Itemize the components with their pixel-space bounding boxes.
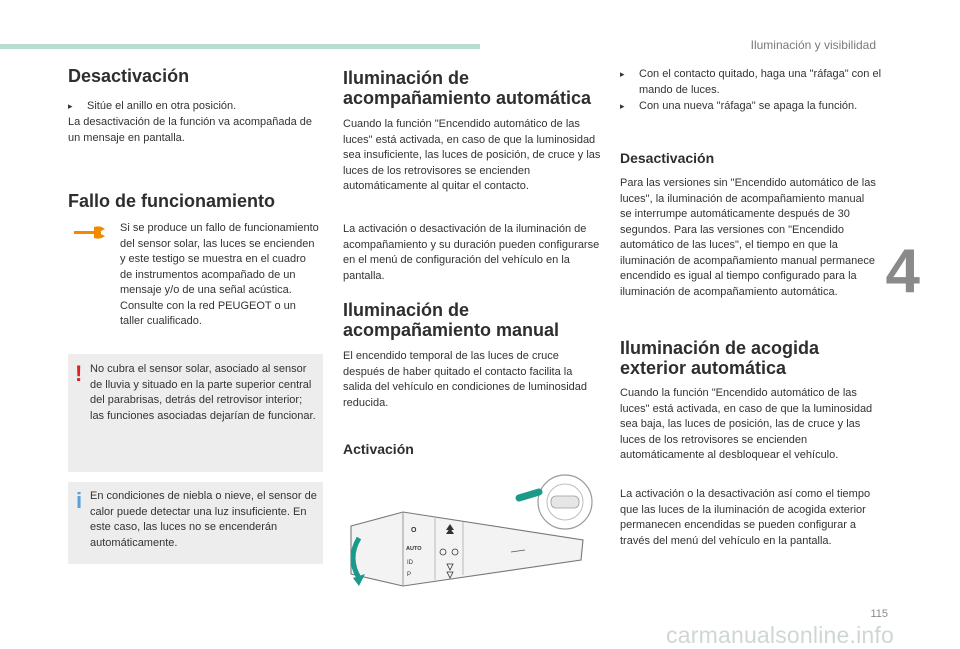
stalk-auto-label: AUTO (406, 546, 422, 552)
chapter-number: 4 (885, 237, 920, 306)
page-number: 115 (870, 608, 888, 620)
malfunction-text: Si se produce un fallo de funcionamiento del sensor solar, las luces se encienden y este testigo se muestra en el cuadro de instrumentos acompañado de un mensaje y/o de una señal acústica. Consulte con la red PEUGEOT o un taller cualificado. (120, 222, 319, 327)
malfunction-heading: Fallo de funcionamiento (68, 191, 276, 211)
warning-icon: ! (75, 361, 83, 386)
warning-note (68, 354, 323, 472)
stalk-dipped-label: ID (407, 560, 413, 566)
info-note (68, 482, 323, 564)
bullet-arrow-icon: ▸ (620, 101, 625, 111)
manual-follow-heading: Iluminación de acompañamiento manual (343, 300, 560, 340)
stalk-off-label: O (411, 527, 417, 534)
auto-follow-heading: Iluminación de acompañamiento automática (343, 68, 592, 108)
deactivation-heading-2: Desactivación (620, 150, 715, 166)
welcome-text-1: Cuando la función "Encendido automático de las luces" está activada, en caso de que la luminosidad sea baja, las luces de posición, las de cruce y las luces de los retrovisores se encienden automáticamente al desbloquear el vehículo. (620, 387, 873, 461)
welcome-heading: Iluminación de acogida exterior automática (620, 338, 820, 378)
warning-text: No cubra el sensor solar, asociado al sensor de lluvia y situado en la parte superior central del parabrisas, detrás del retrovisor interior; las funciones asociadas dejarían de funcionar. (90, 363, 316, 422)
deactivation-heading: Desactivación (68, 66, 190, 86)
wrench-icon (72, 223, 108, 241)
deactivation-text: La desactivación de la función va acompañada de un mensaje en pantalla. (68, 116, 313, 144)
steering-wheel-icon (538, 475, 592, 529)
info-icon: i (76, 488, 83, 513)
stalk-position-label: P (407, 572, 412, 578)
flash-bullet-2-text: Con una nueva "ráfaga" se apaga la función. (639, 100, 858, 112)
flash-bullet-2 (620, 99, 895, 115)
auto-follow-text-2: La activación o desactivación de la iluminación de acompañamiento y su duración pueden configurarse en el menú de configuración del vehículo en la pantalla. (343, 223, 600, 282)
manual-follow-text: El encendido temporal de las luces de cruce después de haber quitado el contacto facilita la salida del vehículo en condiciones de luminosidad reducida. (343, 350, 587, 409)
welcome-text-2: La activación o la desactivación así como el tiempo que las luces de la iluminación de acogida exterior permanecen encendidas se pueden configurar a través del menú del vehículo en la pantalla. (620, 488, 871, 547)
watermark: carmanualsonline.info (666, 622, 894, 648)
bullet-arrow-icon: ▸ (68, 101, 73, 111)
flash-bullet-1 (620, 67, 895, 98)
header-accent-bar (0, 44, 480, 49)
light-stalk-illustration (343, 468, 601, 602)
deactivation-bullet-text: Sitúe el anillo en otra posición. (87, 100, 237, 112)
deactivation-bullet (68, 99, 342, 115)
info-text: En condiciones de niebla o nieve, el sensor de calor puede detectar una luz insuficiente. En este caso, las luces no se encenderán automáticamente. (90, 490, 317, 549)
section-title: Iluminación y visibilidad (750, 38, 876, 52)
bullet-arrow-icon: ▸ (620, 69, 625, 79)
activation-heading: Activación (343, 441, 414, 457)
flash-bullet-1-text: Con el contacto quitado, haga una "ráfaga" con el mando de luces. (639, 68, 882, 96)
deactivation-text-2: Para las versiones sin "Encendido automático de las luces", la iluminación de acompañamiento manual se interrumpe automáticamente después de 30 segundos. Para las versiones con "Encendido automático de las luces", el tiempo en que la iluminación de acompañamiento manual permanece encendido es igual al tiempo configurado para la iluminación de acompañamiento automática. (620, 177, 876, 298)
auto-follow-text-1: Cuando la función "Encendido automático de las luces" está activada, en caso de que la luminosidad sea insuficiente, las luces de posición, de cruce y las luces de los retrovisores se encienden automáticamente al quitar el contacto. (343, 118, 601, 192)
